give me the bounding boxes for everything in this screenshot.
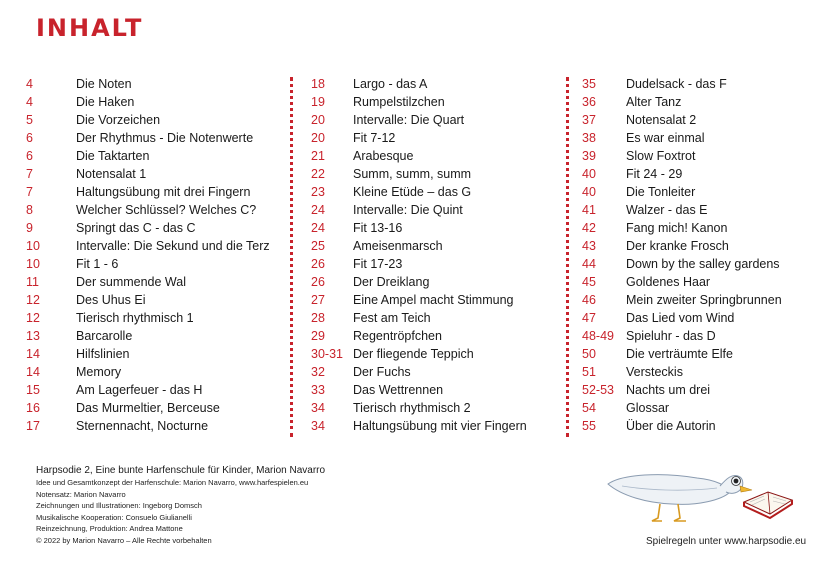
toc-entry bbox=[311, 255, 527, 273]
toc-entry bbox=[311, 201, 527, 219]
toc-entry-title: Über die Autorin bbox=[626, 419, 716, 433]
toc-entry-title: Sternennacht, Nocturne bbox=[76, 419, 209, 433]
toc-entry-title: Spieluhr - das D bbox=[626, 329, 716, 343]
toc-entry bbox=[311, 363, 527, 381]
toc-entry-title: Das Lied vom Wind bbox=[626, 311, 735, 325]
toc-page-number: 50 bbox=[582, 347, 596, 361]
toc-entry-title: Die Haken bbox=[76, 95, 135, 109]
toc-entry bbox=[26, 255, 270, 273]
toc-entry-title: Memory bbox=[76, 365, 122, 379]
toc-entry-title: Der summende Wal bbox=[76, 275, 186, 289]
toc-page-number: 37 bbox=[582, 113, 596, 127]
toc-entry-title: Welcher Schlüssel? Welches C? bbox=[76, 203, 257, 217]
toc-page-number: 48-49 bbox=[582, 329, 614, 343]
toc-page-number: 21 bbox=[311, 149, 325, 163]
toc-entry-title: Es war einmal bbox=[626, 131, 705, 145]
toc-entry bbox=[582, 327, 782, 345]
toc-entry bbox=[311, 75, 527, 93]
toc-entry bbox=[582, 399, 782, 417]
toc-entry bbox=[26, 237, 270, 255]
toc-entry bbox=[311, 381, 527, 399]
credit-line: © 2022 by Marion Navarro – Alle Rechte vorbehalten bbox=[36, 535, 212, 545]
toc-page-number: 14 bbox=[26, 347, 40, 361]
toc-entry bbox=[26, 201, 270, 219]
credits bbox=[36, 464, 325, 546]
toc-page-number: 44 bbox=[582, 257, 596, 271]
toc-entry bbox=[582, 93, 782, 111]
toc-entry-title: Des Uhus Ei bbox=[76, 293, 146, 307]
toc-entry-title: Notensalat 1 bbox=[76, 167, 147, 181]
toc-entry-title: Haltungsübung mit drei Fingern bbox=[76, 185, 251, 199]
toc-entry-title: Nachts um drei bbox=[626, 383, 711, 397]
toc-entry-title: Barcarolle bbox=[76, 329, 133, 343]
toc-page-number: 41 bbox=[582, 203, 596, 217]
toc-page-number: 22 bbox=[311, 167, 325, 181]
footer-website-note: Spielregeln unter www.harpsodie.eu bbox=[646, 536, 807, 547]
toc-entry-title: Arabesque bbox=[353, 149, 414, 163]
toc-entry-title: Versteckis bbox=[626, 365, 683, 379]
toc-entry bbox=[26, 111, 270, 129]
toc-page-number: 30-31 bbox=[311, 347, 343, 361]
toc-entry-title: Am Lagerfeuer - das H bbox=[76, 383, 203, 397]
toc-entry-title: Der fliegende Teppich bbox=[353, 347, 474, 361]
toc-entry-title: Intervalle: Die Quart bbox=[353, 113, 465, 127]
toc-entry bbox=[582, 147, 782, 165]
toc-entry bbox=[26, 345, 270, 363]
toc-page-number: 36 bbox=[582, 95, 596, 109]
toc-entry-title: Summ, summ, summ bbox=[353, 167, 472, 181]
toc-entry bbox=[582, 255, 782, 273]
toc-entry bbox=[582, 363, 782, 381]
toc-entry bbox=[311, 327, 527, 345]
credit-line: Reinzeichnung, Produktion: Andrea Mattone bbox=[36, 524, 183, 533]
toc-entry-title: Notensalat 2 bbox=[626, 113, 697, 127]
toc-entry-title: Mein zweiter Springbrunnen bbox=[626, 293, 782, 307]
toc-page-number: 27 bbox=[311, 293, 325, 307]
toc-page-number: 6 bbox=[26, 149, 33, 163]
toc-page-number: 55 bbox=[582, 419, 596, 433]
toc-entry bbox=[311, 417, 527, 435]
goose-reading-book-illustration bbox=[602, 466, 802, 536]
toc-entry bbox=[26, 93, 270, 111]
toc-page-number: 20 bbox=[311, 131, 325, 145]
toc-entry bbox=[582, 75, 782, 93]
toc-page-number: 51 bbox=[582, 365, 596, 379]
credit-line: Notensatz: Marion Navarro bbox=[36, 489, 126, 499]
toc-entry-title: Tierisch rhythmisch 1 bbox=[76, 311, 194, 325]
credit-line: Musikalische Kooperation: Consuelo Giulianelli bbox=[36, 512, 192, 522]
toc-entry-title: Der Rhythmus - Die Notenwerte bbox=[76, 131, 254, 145]
toc-page-number: 16 bbox=[26, 401, 40, 415]
toc-page-number: 40 bbox=[582, 185, 596, 199]
toc-entry-title: Largo - das A bbox=[353, 77, 428, 91]
toc-page-number: 9 bbox=[26, 221, 33, 235]
toc-page-number: 8 bbox=[26, 203, 33, 217]
toc-entry bbox=[26, 165, 270, 183]
toc-page-number: 32 bbox=[311, 365, 325, 379]
toc-page-number: 52-53 bbox=[582, 383, 614, 397]
toc-entry-title: Fit 7-12 bbox=[353, 131, 396, 145]
toc-page-number: 35 bbox=[582, 77, 596, 91]
toc-page-number: 24 bbox=[311, 203, 325, 217]
toc-entry bbox=[311, 237, 527, 255]
toc-entry bbox=[311, 93, 527, 111]
toc-entry bbox=[311, 309, 527, 327]
toc-entry-title: Hilfslinien bbox=[76, 347, 130, 361]
toc-page-number: 19 bbox=[311, 95, 325, 109]
toc-entry bbox=[582, 345, 782, 363]
toc-entry bbox=[311, 129, 527, 147]
toc-entry-title: Die verträumte Elfe bbox=[626, 347, 733, 361]
toc-entry-title: Fit 24 - 29 bbox=[626, 167, 683, 181]
toc-entry bbox=[311, 183, 527, 201]
toc-column-2 bbox=[311, 75, 527, 435]
toc-entry bbox=[26, 129, 270, 147]
toc-entry bbox=[26, 399, 270, 417]
toc-page-number: 34 bbox=[311, 419, 325, 433]
toc-page-number: 40 bbox=[582, 167, 596, 181]
toc-entry bbox=[311, 345, 527, 363]
toc-page-number: 7 bbox=[26, 185, 33, 199]
toc-page-number: 5 bbox=[26, 113, 33, 127]
toc-entry-title: Ameisenmarsch bbox=[353, 239, 443, 253]
toc-page-number: 13 bbox=[26, 329, 40, 343]
toc-entry-title: Down by the salley gardens bbox=[626, 257, 780, 271]
page-title: INHALT bbox=[36, 14, 144, 42]
toc-page-number: 12 bbox=[26, 293, 40, 307]
toc-entry-title: Die Noten bbox=[76, 77, 132, 91]
toc-entry-title: Intervalle: Die Quint bbox=[353, 203, 463, 217]
toc-entry bbox=[582, 129, 782, 147]
toc-entry bbox=[582, 111, 782, 129]
credit-main: Harpsodie 2, Eine bunte Harfenschule für Kinder, Marion Navarro bbox=[36, 465, 326, 476]
toc-entry bbox=[582, 201, 782, 219]
toc-page-number: 26 bbox=[311, 275, 325, 289]
toc-entry bbox=[26, 363, 270, 381]
toc-entry bbox=[311, 147, 527, 165]
toc-entry bbox=[26, 219, 270, 237]
toc-page-number: 24 bbox=[311, 221, 325, 235]
toc-entry bbox=[582, 165, 782, 183]
toc-column-1 bbox=[26, 75, 270, 435]
toc-entry-title: Slow Foxtrot bbox=[626, 149, 696, 163]
toc-page-number: 38 bbox=[582, 131, 596, 145]
toc-entry-title: Glossar bbox=[626, 401, 670, 415]
toc-page-number: 26 bbox=[311, 257, 325, 271]
toc-page-number: 10 bbox=[26, 257, 40, 271]
toc-entry-title: Rumpelstilzchen bbox=[353, 95, 445, 109]
toc-entry-title: Eine Ampel macht Stimmung bbox=[353, 293, 514, 307]
toc-entry-title: Die Tonleiter bbox=[626, 185, 696, 199]
toc-entry bbox=[26, 147, 270, 165]
toc-entry-title: Das Murmeltier, Berceuse bbox=[76, 401, 220, 415]
toc-entry-title: Springt das C - das C bbox=[76, 221, 196, 235]
toc-entry-title: Walzer - das E bbox=[626, 203, 708, 217]
toc-page-number: 45 bbox=[582, 275, 596, 289]
toc-page-number: 46 bbox=[582, 293, 596, 307]
toc-page-number: 34 bbox=[311, 401, 325, 415]
toc-entry-title: Kleine Etüde – das G bbox=[353, 185, 472, 199]
toc-entry-title: Der Fuchs bbox=[353, 365, 411, 379]
toc-entry bbox=[26, 381, 270, 399]
toc-entry-title: Regentröpfchen bbox=[353, 329, 442, 343]
toc-entry-title: Alter Tanz bbox=[626, 95, 682, 109]
toc-page-number: 54 bbox=[582, 401, 596, 415]
toc-entry-title: Fang mich! Kanon bbox=[626, 221, 728, 235]
toc-entry bbox=[26, 183, 270, 201]
toc-entry bbox=[582, 291, 782, 309]
toc-entry-title: Haltungsübung mit vier Fingern bbox=[353, 419, 527, 433]
toc-entry-title: Dudelsack - das F bbox=[626, 77, 727, 91]
toc-page-number: 42 bbox=[582, 221, 596, 235]
toc-page-number: 14 bbox=[26, 365, 40, 379]
toc-entry-title: Der kranke Frosch bbox=[626, 239, 729, 253]
toc-entry bbox=[582, 273, 782, 291]
toc-page-number: 43 bbox=[582, 239, 596, 253]
toc-entry bbox=[582, 381, 782, 399]
toc-entry-title: Das Wettrennen bbox=[353, 383, 444, 397]
toc-page-number: 4 bbox=[26, 95, 33, 109]
toc-column-3 bbox=[582, 75, 782, 435]
toc-page-number: 20 bbox=[311, 113, 325, 127]
toc-entry-title: Die Vorzeichen bbox=[76, 113, 161, 127]
toc-entry bbox=[26, 309, 270, 327]
toc-page-number: 4 bbox=[26, 77, 33, 91]
toc-entry bbox=[311, 219, 527, 237]
toc-page-number: 28 bbox=[311, 311, 325, 325]
column-divider bbox=[566, 77, 569, 437]
toc-entry bbox=[26, 327, 270, 345]
toc-page-number: 23 bbox=[311, 185, 325, 199]
toc-entry-title: Fest am Teich bbox=[353, 311, 431, 325]
toc-entry-title: Die Taktarten bbox=[76, 149, 150, 163]
toc-page-number: 10 bbox=[26, 239, 40, 253]
toc-entry bbox=[26, 75, 270, 93]
toc-entry bbox=[582, 417, 782, 435]
toc-entry-title: Fit 17-23 bbox=[353, 257, 403, 271]
toc-entry bbox=[311, 165, 527, 183]
toc-entry bbox=[26, 417, 270, 435]
toc-entry-title: Der Dreiklang bbox=[353, 275, 430, 289]
toc-entry-title: Tierisch rhythmisch 2 bbox=[353, 401, 471, 415]
toc-entry bbox=[311, 273, 527, 291]
toc-entry-title: Goldenes Haar bbox=[626, 275, 711, 289]
toc-entry-title: Fit 13-16 bbox=[353, 221, 403, 235]
credit-line: Idee und Gesamtkonzept der Harfenschule: Marion Navarro, www.harfespielen.eu bbox=[36, 478, 309, 487]
toc-entry bbox=[582, 183, 782, 201]
toc-entry bbox=[26, 273, 270, 291]
toc-page-number: 29 bbox=[311, 329, 325, 343]
toc-page-number: 11 bbox=[26, 275, 39, 289]
toc-entry bbox=[26, 291, 270, 309]
toc-entry bbox=[582, 219, 782, 237]
toc-entry bbox=[582, 309, 782, 327]
toc-entry-title: Fit 1 - 6 bbox=[76, 257, 119, 271]
toc-entry bbox=[311, 111, 527, 129]
toc-page-number: 17 bbox=[26, 419, 40, 433]
toc-entry bbox=[582, 237, 782, 255]
toc-entry bbox=[311, 399, 527, 417]
toc-page-number: 18 bbox=[311, 77, 325, 91]
toc-page-number: 7 bbox=[26, 167, 33, 181]
toc-page-number: 12 bbox=[26, 311, 40, 325]
toc-page-number: 39 bbox=[582, 149, 596, 163]
toc-page-number: 33 bbox=[311, 383, 325, 397]
toc-entry-title: Intervalle: Die Sekund und die Terz bbox=[76, 239, 270, 253]
toc-page-number: 47 bbox=[582, 311, 596, 325]
toc-page-number: 6 bbox=[26, 131, 33, 145]
toc-page-number: 15 bbox=[26, 383, 40, 397]
column-divider bbox=[290, 77, 293, 437]
credit-line: Zeichnungen und Illustrationen: Ingeborg Domsch bbox=[36, 501, 202, 510]
toc-page-number: 25 bbox=[311, 239, 325, 253]
toc-entry bbox=[311, 291, 527, 309]
